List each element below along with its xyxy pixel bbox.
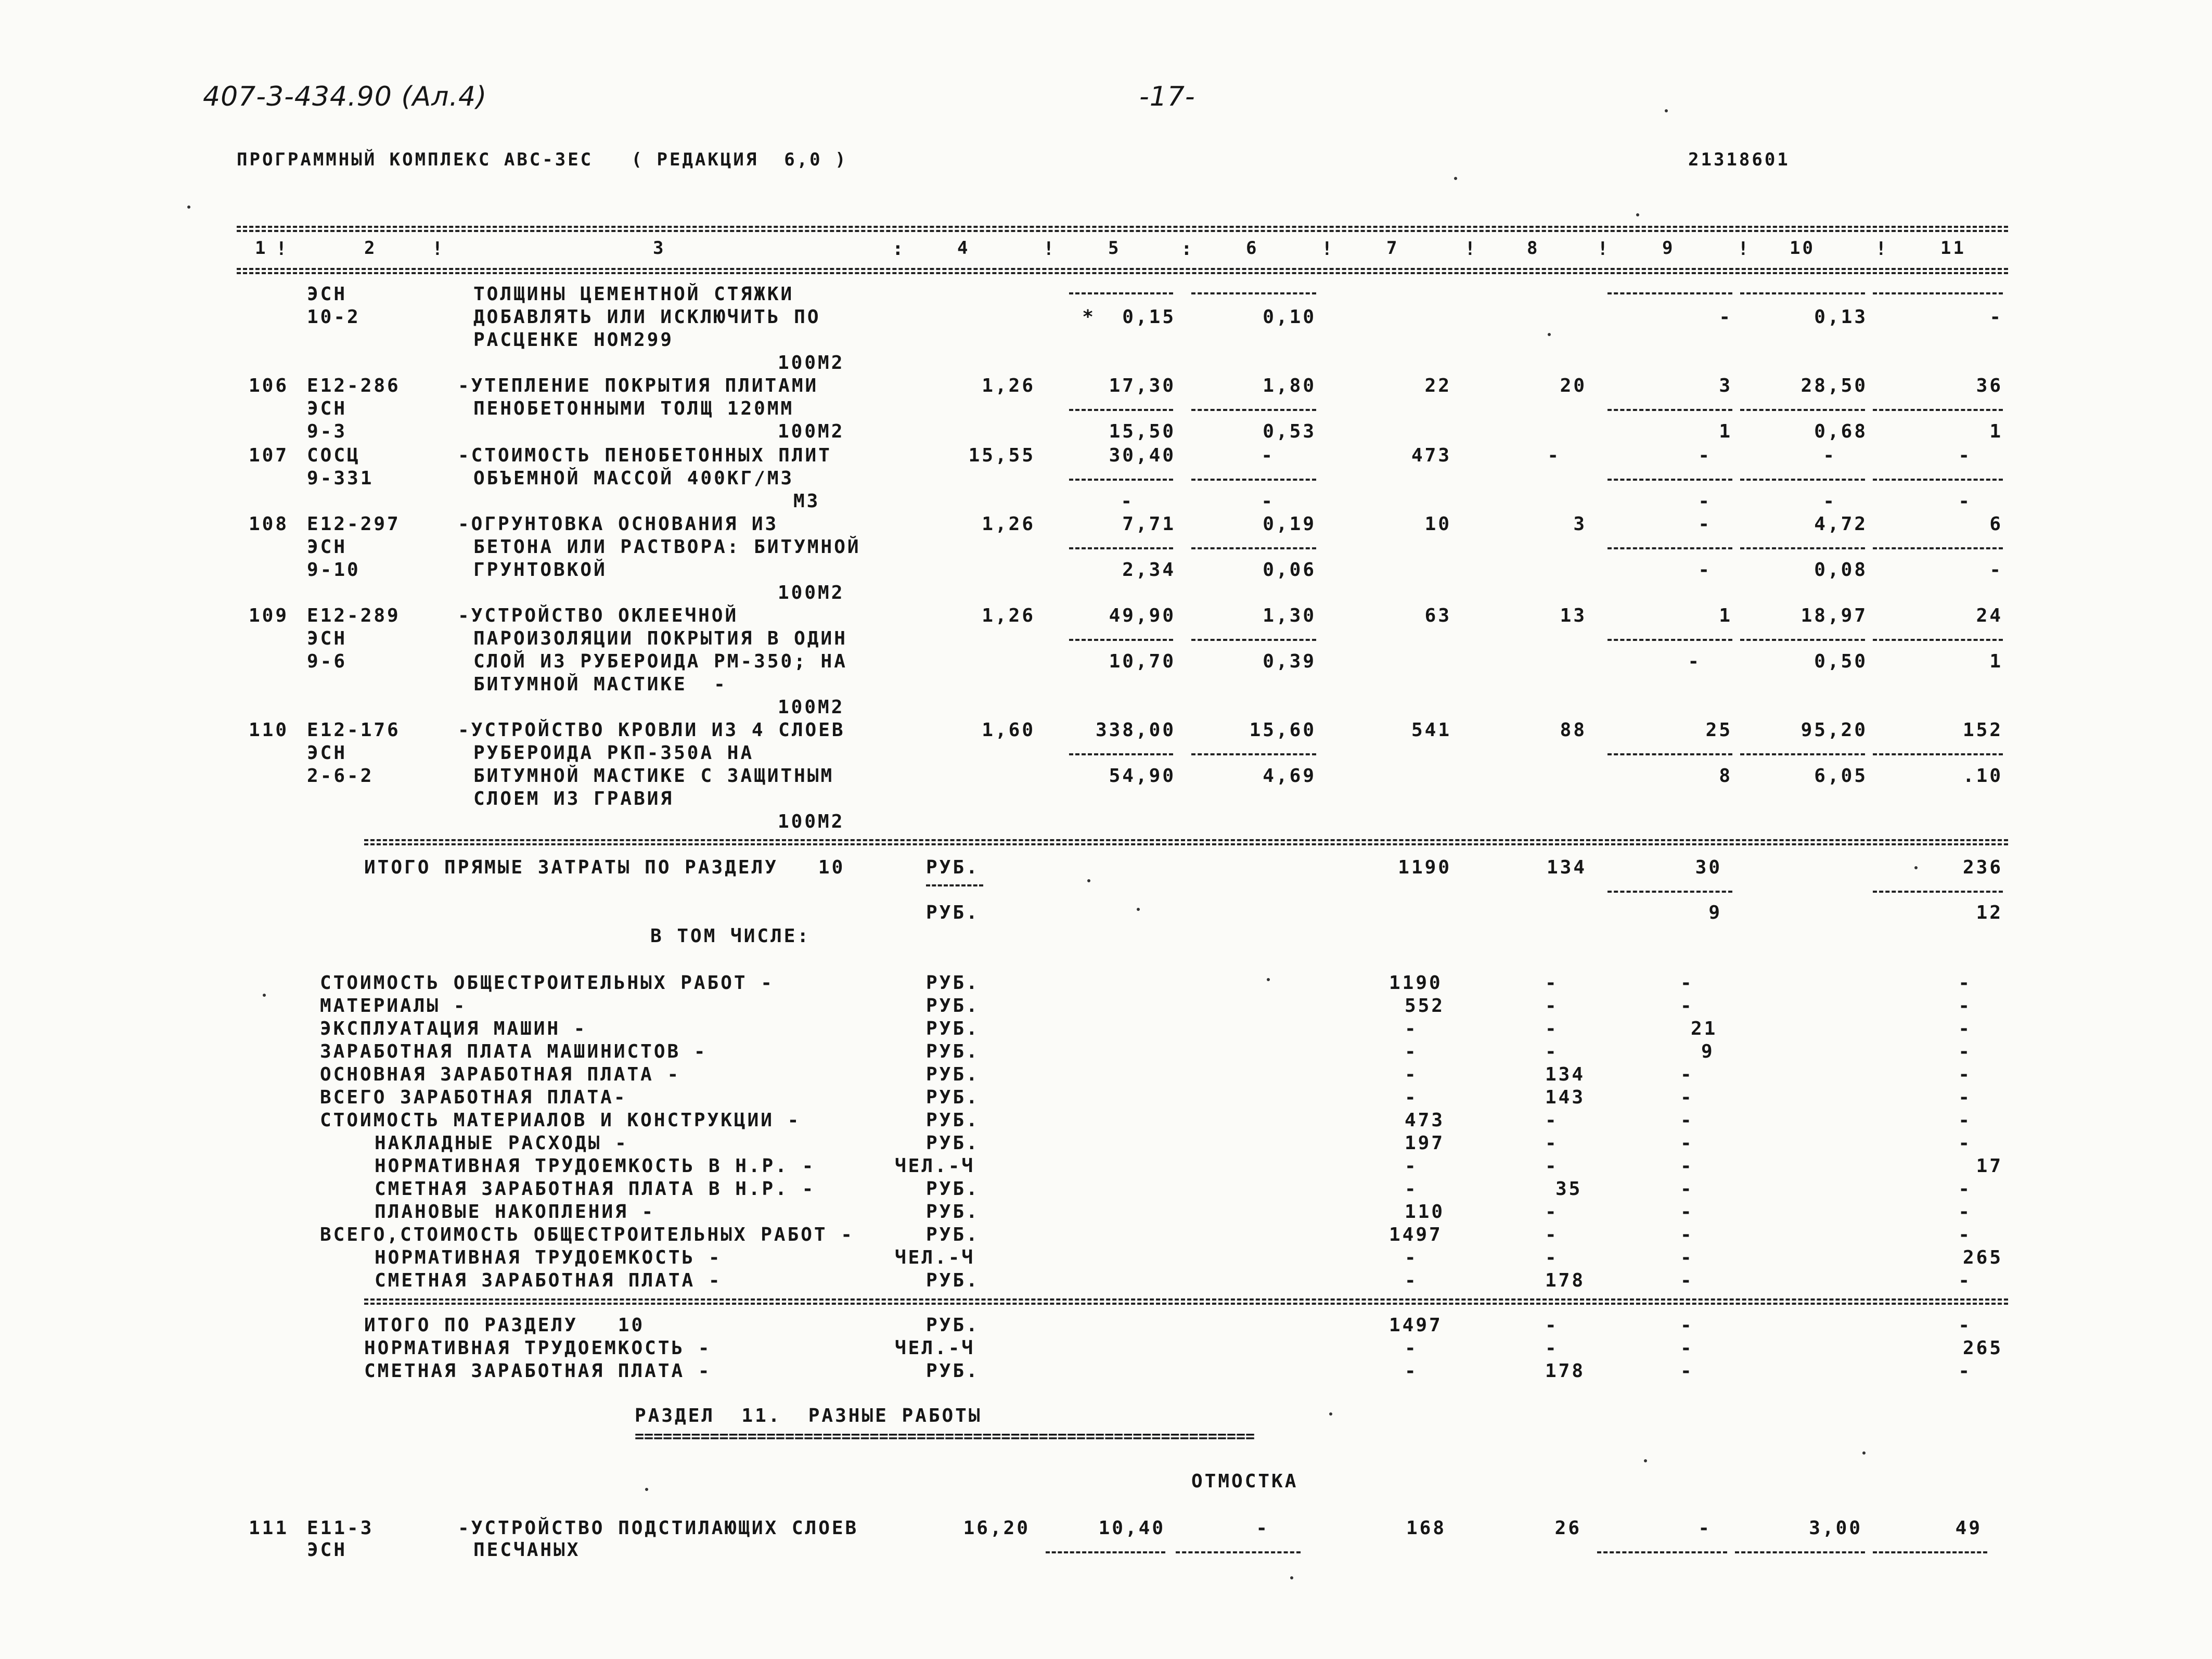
col-header-10: 10 [1790, 238, 1815, 259]
section-total-unit: РУБ. [926, 1315, 980, 1336]
summary-label: НОРМАТИВНАЯ ТРУДОЕМКОСТЬ В Н.Р. - [375, 1155, 816, 1177]
summary-col8: 134 [1545, 1064, 1586, 1085]
row-code: СОСЦ [307, 445, 361, 466]
cell-col5: 10,40 [1098, 1517, 1165, 1539]
row-description: -ОГРУНТОВКА ОСНОВАНИЯ ИЗ [458, 513, 779, 535]
summary-unit: РУБ. [926, 1178, 980, 1200]
row-description: БЕТОНА ИЛИ РАСТВОРА: БИТУМНОЙ [473, 536, 861, 558]
summary-col9: - [1680, 1087, 1694, 1108]
summary-col11: - [1958, 972, 1972, 994]
cell-col6: 15,60 [1249, 719, 1316, 741]
summary-label: СМЕТНАЯ ЗАРАБОТНАЯ ПЛАТА - [375, 1270, 722, 1291]
cell-col5: 54,90 [1109, 765, 1176, 787]
cell-col9: 1 [1719, 605, 1732, 626]
summary-col7: 552 [1405, 995, 1445, 1017]
summary-col8: 178 [1545, 1270, 1586, 1291]
row-description: -УСТРОЙСТВО ОКЛЕЕЧНОЙ [458, 605, 739, 626]
total-col9-sub: 9 [1708, 902, 1722, 923]
cell-col5: 338,00 [1095, 719, 1176, 741]
scan-speck [1862, 1451, 1866, 1455]
cell-col7: 473 [1411, 445, 1451, 466]
cell-col10: 6,05 [1814, 765, 1868, 787]
cell-col10: 3,00 [1809, 1517, 1862, 1539]
row-code: 10-2 [307, 306, 361, 328]
row-description: ГРУНТОВКОЙ [473, 559, 607, 581]
row-code: Е12-289 [307, 605, 401, 626]
section-total-col8: - [1545, 1338, 1559, 1359]
summary-col7: 197 [1405, 1133, 1445, 1154]
total-direct-unit-2: РУБ. [926, 902, 980, 923]
summary-unit: РУБ. [926, 1018, 980, 1039]
summary-unit: РУБ. [926, 1201, 980, 1223]
row-description: -СТОИМОСТЬ ПЕНОБЕТОННЫХ ПЛИТ [458, 445, 832, 466]
section-total-unit: ЧЕЛ.-Ч [895, 1338, 975, 1359]
summary-unit: РУБ. [926, 995, 980, 1017]
cell-col10: 0,68 [1814, 421, 1868, 442]
total-col9: 30 [1695, 857, 1722, 878]
section-total-col9: - [1680, 1338, 1694, 1359]
row-unit: М3 [793, 491, 820, 512]
summary-col7: - [1405, 1178, 1418, 1200]
summary-col11: 17 [1976, 1155, 2003, 1177]
cell-col5: - [1121, 491, 1134, 512]
summary-col11: - [1958, 1224, 1972, 1245]
row-code: ЭСН [307, 1539, 348, 1561]
section-total-col8: 178 [1545, 1360, 1586, 1382]
summary-col8: - [1545, 995, 1559, 1017]
document-code: 407-3-434.90 (Ал.4) [203, 81, 487, 112]
cell-col9: 25 [1705, 719, 1732, 741]
cell-col5: 7,71 [1122, 513, 1176, 535]
summary-label: СТОИМОСТЬ ОБЩЕСТРОИТЕЛЬНЫХ РАБОТ - [320, 972, 774, 994]
summary-col8: - [1545, 1201, 1559, 1223]
total-col11: 236 [1962, 857, 2003, 878]
summary-col8: 35 [1555, 1178, 1583, 1200]
row-code: ЭСН [307, 742, 348, 764]
row-code: ЭСН [307, 398, 348, 419]
summary-col7: 1190 [1389, 972, 1443, 994]
cell-col6: - [1256, 1517, 1269, 1539]
cell-col9: 1 [1719, 421, 1732, 442]
cell-col5: 49,90 [1109, 605, 1176, 626]
summary-label: ВСЕГО,СТОИМОСТЬ ОБЩЕСТРОИТЕЛЬНЫХ РАБОТ - [320, 1224, 854, 1245]
summary-col11: - [1958, 1270, 1972, 1291]
row-unit: 100М2 [778, 811, 845, 832]
table-top-rule-2 [237, 230, 2008, 232]
col-header-1: 1 [255, 238, 268, 259]
cell-col7: 10 [1424, 513, 1451, 535]
cell-col9: - [1698, 1517, 1712, 1539]
summary-col11: - [1958, 1133, 1972, 1154]
cell-col5: 2,34 [1122, 559, 1176, 581]
col-header-6: 6 [1246, 238, 1259, 259]
cell-col11: 49 [1955, 1517, 1982, 1539]
col-sep: : [1181, 238, 1192, 260]
cell-col5: 17,30 [1109, 375, 1176, 396]
summary-col7: - [1405, 1155, 1418, 1177]
scan-speck [1137, 908, 1140, 911]
total-direct-label: ИТОГО ПРЯМЫЕ ЗАТРАТЫ ПО РАЗДЕЛУ 10 [364, 857, 845, 878]
summary-label: ЭКСПЛУАТАЦИЯ МАШИН - [320, 1018, 587, 1039]
summary-unit: РУБ. [926, 1087, 980, 1108]
cell-col8: - [1547, 445, 1561, 466]
cell-col10: 28,50 [1801, 375, 1868, 396]
col-sep: ! [276, 238, 287, 260]
summary-col9: - [1680, 1155, 1694, 1177]
cell-col7: 22 [1424, 375, 1451, 396]
col-sep: ! [1738, 238, 1749, 260]
total-rule [364, 839, 2008, 841]
col-header-3: 3 [653, 238, 666, 259]
cell-quantity: 1,60 [982, 719, 1035, 741]
row-code: Е12-286 [307, 375, 401, 396]
section-total-col11: 265 [1962, 1338, 2003, 1359]
scan-speck [187, 205, 190, 209]
row-description: РАСЦЕНКЕ НОМ299 [473, 329, 674, 351]
row-description: -УСТРОЙСТВО ПОДСТИЛАЮЩИХ СЛОЕВ [458, 1517, 859, 1539]
summary-label: ОСНОВНАЯ ЗАРАБОТНАЯ ПЛАТА - [320, 1064, 681, 1085]
row-number: 107 [249, 445, 289, 466]
cell-col11: .10 [1962, 765, 2003, 787]
col-header-5: 5 [1108, 238, 1121, 259]
cell-col10: 4,72 [1814, 513, 1868, 535]
section-total-col9: - [1680, 1360, 1694, 1382]
scan-speck [645, 1488, 648, 1491]
cell-col6: 1,80 [1263, 375, 1316, 396]
summary-col8: - [1545, 1224, 1559, 1245]
col-header-11: 11 [1940, 238, 1966, 259]
summary-col8: - [1545, 1133, 1559, 1154]
cell-col11: - [1958, 491, 1972, 512]
summary-col11: - [1958, 1178, 1972, 1200]
row-unit: 100М2 [778, 421, 845, 442]
summary-col11: 265 [1962, 1247, 2003, 1268]
cell-col8: 26 [1554, 1517, 1581, 1539]
total-direct-unit: РУБ. [926, 857, 980, 878]
cell-quantity: 16,20 [963, 1517, 1030, 1539]
summary-unit: ЧЕЛ.-Ч [895, 1247, 975, 1268]
row-code: Е12-176 [307, 719, 401, 741]
row-code: ЭСН [307, 628, 348, 649]
section-total-col8: - [1545, 1315, 1559, 1336]
summary-label: ПЛАНОВЫЕ НАКОПЛЕНИЯ - [375, 1201, 655, 1223]
cell-col6: 4,69 [1263, 765, 1316, 787]
cell-col9: - [1688, 651, 1701, 672]
cell-col6: 0,06 [1263, 559, 1316, 581]
cell-col6: 0,19 [1263, 513, 1316, 535]
summary-col11: - [1958, 1064, 1972, 1085]
col-sep: ! [1464, 238, 1476, 260]
summary-col7: 110 [1405, 1201, 1445, 1223]
cell-col11: 1 [1989, 421, 2003, 442]
section-total-col7: - [1405, 1360, 1418, 1382]
summary-col11: - [1958, 1110, 1972, 1131]
row-description: СЛОЕМ ИЗ ГРАВИЯ [473, 788, 674, 809]
cell-col8: 3 [1573, 513, 1587, 535]
cell-col9: - [1698, 513, 1712, 535]
row-description: БИТУМНОЙ МАСТИКЕ - [473, 674, 727, 695]
cell-col10: - [1823, 491, 1836, 512]
cell-col11: - [1989, 306, 2003, 328]
cell-quantity: 1,26 [982, 375, 1035, 396]
scan-speck [1290, 1576, 1293, 1579]
section-total-col9: - [1680, 1315, 1694, 1336]
summary-col8: - [1545, 972, 1559, 994]
program-header: ПРОГРАММНЫЙ КОМПЛЕКС АВС-3ЕС ( РЕДАКЦИЯ 6,0 ) [237, 149, 848, 170]
summary-col8: - [1545, 1155, 1559, 1177]
summary-unit: РУБ. [926, 972, 980, 994]
total-rule-2 [364, 843, 2008, 845]
summary-unit: РУБ. [926, 1133, 980, 1154]
section-total-rule [364, 1298, 2008, 1301]
col-header-4: 4 [957, 238, 970, 259]
row-unit: 100М2 [778, 582, 845, 603]
scan-speck [1548, 333, 1551, 336]
summary-col7: 1497 [1389, 1224, 1443, 1245]
row-code: ЭСН [307, 284, 348, 305]
summary-label: ЗАРАБОТНАЯ ПЛАТА МАШИНИСТОВ - [320, 1041, 708, 1062]
cell-col9: - [1698, 559, 1712, 581]
cell-col5: 10,70 [1109, 651, 1176, 672]
cell-col5: 15,50 [1109, 421, 1176, 442]
row-description: ПЕНОБЕТОННЫМИ ТОЛЩ 120ММ [473, 398, 794, 419]
scan-speck [1636, 213, 1639, 216]
cell-quantity: 15,55 [968, 445, 1035, 466]
summary-col9: 21 [1691, 1018, 1718, 1039]
summary-col9: - [1680, 995, 1694, 1017]
row-code: 2-6-2 [307, 765, 374, 787]
summary-col9: - [1680, 1110, 1694, 1131]
cell-col9: - [1698, 445, 1712, 466]
document-number: 21318601 [1688, 149, 1790, 170]
row-description: ТОЛЩИНЫ ЦЕМЕНТНОЙ СТЯЖКИ [473, 284, 794, 305]
col-header-8: 8 [1527, 238, 1540, 259]
total-col7: 1190 [1398, 857, 1451, 878]
subsection-title: ОТМОСТКА [1191, 1471, 1298, 1492]
row-code: 9-3 [307, 421, 348, 442]
summary-label: НАКЛАДНЫЕ РАСХОДЫ - [375, 1133, 628, 1154]
summary-col7: 473 [1405, 1110, 1445, 1131]
cell-col6: - [1261, 491, 1275, 512]
cell-col9: - [1719, 306, 1732, 328]
section-total-rule-2 [364, 1303, 2008, 1305]
cell-col8: 20 [1560, 375, 1587, 396]
cell-col8: 88 [1560, 719, 1587, 741]
summary-col9: - [1680, 972, 1694, 994]
row-code: 9-10 [307, 559, 361, 581]
row-description: ОБЪЕМНОЙ МАССОЙ 400КГ/М3 [473, 468, 794, 489]
summary-col11: - [1958, 1018, 1972, 1039]
cell-col11: 6 [1989, 513, 2003, 535]
col-header-9: 9 [1662, 238, 1675, 259]
cell-col11: 1 [1989, 651, 2003, 672]
summary-col8: - [1545, 1041, 1559, 1062]
cell-quantity: 1,26 [982, 513, 1035, 535]
row-description: ПАРОИЗОЛЯЦИИ ПОКРЫТИЯ В ОДИН [473, 628, 847, 649]
section-title-underline: ================================================================== [635, 1427, 1255, 1446]
col-sep: ! [432, 238, 443, 260]
row-description: ПЕСЧАНЫХ [473, 1539, 581, 1561]
section-total-label: НОРМАТИВНАЯ ТРУДОЕМКОСТЬ - [364, 1338, 712, 1359]
cell-col11: 24 [1976, 605, 2003, 626]
cell-col10: 0,08 [1814, 559, 1868, 581]
cell-col11: 152 [1962, 719, 2003, 741]
row-number: 106 [249, 375, 289, 396]
summary-unit: РУБ. [926, 1041, 980, 1062]
cell-col10: 18,97 [1801, 605, 1868, 626]
cell-col9: - [1698, 491, 1712, 512]
row-code: Е12-297 [307, 513, 401, 535]
row-description: -УТЕПЛЕНИЕ ПОКРЫТИЯ ПЛИТАМИ [458, 375, 819, 396]
scan-speck [1665, 109, 1668, 112]
summary-col9: 9 [1701, 1041, 1715, 1062]
section-total-col7: - [1405, 1338, 1418, 1359]
section-total-col11: - [1958, 1315, 1972, 1336]
total-col8: 134 [1546, 857, 1587, 878]
including-label: В ТОМ ЧИСЛЕ: [650, 925, 811, 947]
summary-unit: РУБ. [926, 1064, 980, 1085]
row-number: 108 [249, 513, 289, 535]
summary-col8: 143 [1545, 1087, 1586, 1108]
section-total-label: ИТОГО ПО РАЗДЕЛУ 10 [364, 1315, 645, 1336]
summary-col9: - [1680, 1247, 1694, 1268]
col-sep: ! [1321, 238, 1333, 260]
summary-label: НОРМАТИВНАЯ ТРУДОЕМКОСТЬ - [375, 1247, 722, 1268]
summary-unit: РУБ. [926, 1270, 980, 1291]
summary-col9: - [1680, 1201, 1694, 1223]
header-bottom-rule-2 [237, 272, 2008, 274]
summary-col7: - [1405, 1247, 1418, 1268]
header-bottom-rule [237, 268, 2008, 270]
summary-label: ВСЕГО ЗАРАБОТНАЯ ПЛАТА- [320, 1087, 627, 1108]
summary-unit: РУБ. [926, 1110, 980, 1131]
col-sep: : [892, 238, 904, 260]
col-sep: ! [1043, 238, 1054, 260]
row-code: ЭСН [307, 536, 348, 558]
col-header-2: 2 [364, 238, 377, 259]
summary-col7: - [1405, 1270, 1418, 1291]
summary-col8: - [1545, 1110, 1559, 1131]
row-code: 9-6 [307, 651, 348, 672]
scan-speck [263, 994, 266, 997]
section-total-unit: РУБ. [926, 1360, 980, 1382]
row-number: 111 [249, 1517, 289, 1539]
cell-col7: 168 [1406, 1517, 1446, 1539]
summary-col11: - [1958, 995, 1972, 1017]
cell-col7: 541 [1411, 719, 1451, 741]
summary-col8: - [1545, 1247, 1559, 1268]
scan-speck [1454, 177, 1457, 180]
cell-col11: - [1989, 559, 2003, 581]
cell-col10: 0,50 [1814, 651, 1868, 672]
cell-col5: * 0,15 [1082, 306, 1176, 328]
cell-col6: - [1261, 445, 1275, 466]
cell-col10: 0,13 [1814, 306, 1868, 328]
cell-col6: 0,10 [1263, 306, 1316, 328]
summary-unit: РУБ. [926, 1224, 980, 1245]
scan-speck [1914, 866, 1918, 869]
summary-col11: - [1958, 1041, 1972, 1062]
scan-speck [1644, 1459, 1647, 1462]
summary-unit: ЧЕЛ.-Ч [895, 1155, 975, 1177]
cell-col10: 95,20 [1801, 719, 1868, 741]
summary-col7: - [1405, 1064, 1418, 1085]
summary-col11: - [1958, 1201, 1972, 1223]
table-top-rule [237, 226, 2008, 228]
summary-col11: - [1958, 1087, 1972, 1108]
page-number: -17- [1139, 81, 1195, 112]
section-total-col7: 1497 [1389, 1315, 1443, 1336]
row-unit: 100М2 [778, 697, 845, 718]
row-code: 9-331 [307, 468, 374, 489]
cell-col6: 1,30 [1263, 605, 1316, 626]
cell-col6: 0,39 [1263, 651, 1316, 672]
cell-col11: 36 [1976, 375, 2003, 396]
row-description: -УСТРОЙСТВО КРОВЛИ ИЗ 4 СЛОЕВ [458, 719, 845, 741]
section-total-label: СМЕТНАЯ ЗАРАБОТНАЯ ПЛАТА - [364, 1360, 712, 1382]
summary-col9: - [1680, 1270, 1694, 1291]
scan-speck [1087, 879, 1090, 882]
row-number: 110 [249, 719, 289, 741]
summary-label: МАТЕРИАЛЫ - [320, 995, 467, 1017]
col-sep: ! [1597, 238, 1609, 260]
summary-col7: - [1405, 1018, 1418, 1039]
cell-col7: 63 [1424, 605, 1451, 626]
cell-quantity: 1,26 [982, 605, 1035, 626]
summary-col7: - [1405, 1087, 1418, 1108]
row-description: БИТУМНОЙ МАСТИКЕ С ЗАЩИТНЫМ [473, 765, 834, 787]
row-number: 109 [249, 605, 289, 626]
row-unit: 100М2 [778, 352, 845, 374]
cell-col11: - [1958, 445, 1972, 466]
cell-col8: 13 [1560, 605, 1587, 626]
row-description: ДОБАВЛЯТЬ ИЛИ ИСКЛЮЧИТЬ ПО [473, 306, 821, 328]
col-sep: ! [1875, 238, 1887, 260]
total-col11-sub: 12 [1976, 902, 2003, 923]
section-total-col11: - [1958, 1360, 1972, 1382]
col-header-7: 7 [1386, 238, 1399, 259]
summary-col9: - [1680, 1133, 1694, 1154]
scan-speck [1329, 1412, 1332, 1416]
summary-col9: - [1680, 1178, 1694, 1200]
row-description: СЛОЙ ИЗ РУБЕРОИДА РМ-350; НА [473, 651, 847, 672]
cell-col9: 8 [1719, 765, 1732, 787]
cell-col10: - [1823, 445, 1836, 466]
cell-col9: 3 [1719, 375, 1732, 396]
scan-speck [1267, 978, 1270, 981]
cell-col5: 30,40 [1109, 445, 1176, 466]
summary-col8: - [1545, 1018, 1559, 1039]
summary-col7: - [1405, 1041, 1418, 1062]
summary-col9: - [1680, 1224, 1694, 1245]
row-code: Е11-3 [307, 1517, 374, 1539]
cell-col6: 0,53 [1263, 421, 1316, 442]
summary-col9: - [1680, 1064, 1694, 1085]
section-title: РАЗДЕЛ 11. РАЗНЫЕ РАБОТЫ [635, 1405, 982, 1426]
summary-label: СТОИМОСТЬ МАТЕРИАЛОВ И КОНСТРУКЦИИ - [320, 1110, 801, 1131]
row-description: РУБЕРОИДА РКП-350А НА [473, 742, 754, 764]
summary-label: СМЕТНАЯ ЗАРАБОТНАЯ ПЛАТА В Н.Р. - [375, 1178, 816, 1200]
